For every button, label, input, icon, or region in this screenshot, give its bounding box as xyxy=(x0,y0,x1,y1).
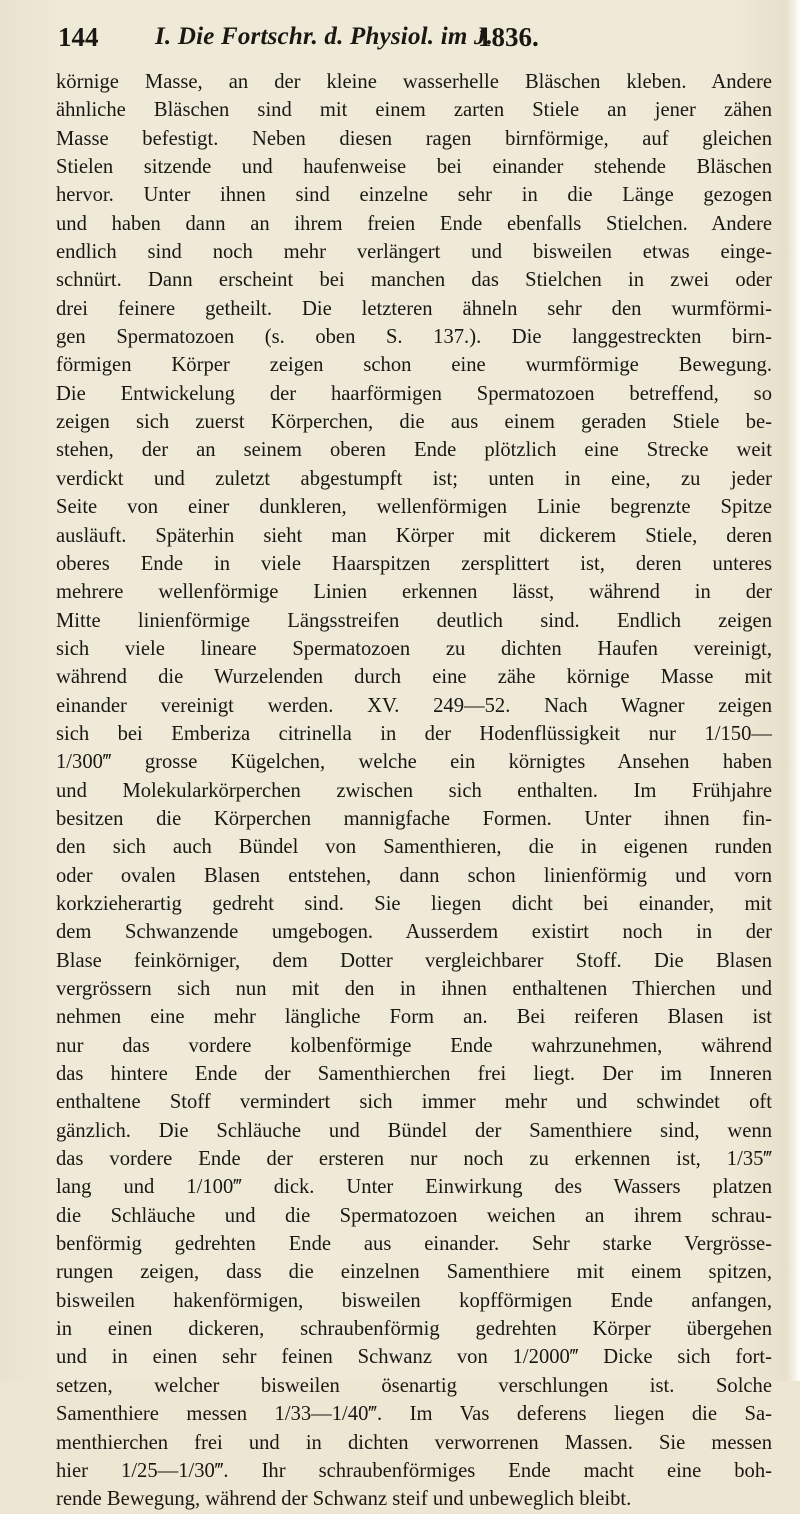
text-line: sich viele lineare Spermatozoen zu dichten Haufen vereinigt, xyxy=(56,637,772,660)
text-line: setzen, welcher bisweilen ösenartig verschlungen ist. Solche xyxy=(56,1374,772,1397)
text-line: Seite von einer dunkleren, wellenförmigen Linie begrenzte Spitze xyxy=(56,496,772,519)
text-line: das hintere Ende der Samenthierchen frei liegt. Der im Inneren xyxy=(56,1063,772,1086)
running-header xyxy=(58,22,708,56)
text-line: hervor. Unter ihnen sind einzelne sehr in die Länge gezogen xyxy=(56,184,772,207)
text-line: Samenthiere messen 1/33—1/40‴. Im Vas deferens liegen die Sa- xyxy=(56,1403,772,1426)
text-line: sich bei Emberiza citrinella in der Hodenflüssigkeit nur 1/150— xyxy=(56,722,772,745)
text-line: körnige Masse, an der kleine wasserhelle Bläschen kleben. Andere xyxy=(56,71,772,93)
running-title: I. Die Fortschr. d. Physiol. im J. xyxy=(155,23,494,50)
text-line: den sich auch Bündel von Samenthieren, die in eigenen runden xyxy=(56,836,772,859)
body-text xyxy=(56,68,772,1514)
text-line: Mitte linienförmige Längsstreifen deutlich sind. Endlich zeigen xyxy=(56,609,772,632)
text-line: stehen, der an seinem oberen Ende plötzlich eine Strecke weit xyxy=(56,439,772,462)
text-line: vergrössern sich nun mit den in ihnen enthaltenen Thierchen und xyxy=(56,978,772,1000)
text-line: nur das vordere kolbenförmige Ende wahrzunehmen, während xyxy=(56,1034,772,1057)
page-edge xyxy=(786,0,800,1381)
page-number: 144 xyxy=(58,22,99,52)
text-line: und in einen sehr feinen Schwanz von 1/2000‴ Dicke sich fort- xyxy=(56,1346,772,1369)
text-line: dem Schwanzende umgebogen. Ausserdem existirt noch in der xyxy=(56,921,772,944)
text-line: Blase feinkörniger, dem Dotter vergleichbarer Stoff. Die Blasen xyxy=(56,949,772,972)
text-line: hier 1/25—1/30‴. Ihr schraubenförmiges Ende macht eine boh- xyxy=(56,1459,772,1482)
text-line: förmigen Körper zeigen schon eine wurmförmige Bewegung. xyxy=(56,354,772,377)
text-line: rende Bewegung, während der Schwanz steif und unbeweglich bleibt. xyxy=(56,1488,632,1511)
text-line: ausläuft. Späterhin sieht man Körper mit dickerem Stiele, deren xyxy=(56,524,772,547)
text-line: in einen dickeren, schraubenförmig gedrehten Körper übergehen xyxy=(56,1318,772,1341)
text-line: 1/300‴ grosse Kügelchen, welche ein körnigtes Ansehen haben xyxy=(56,751,772,774)
text-line: endlich sind noch mehr verlängert und bisweilen etwas einge- xyxy=(56,241,772,264)
text-line: verdickt und zuletzt abgestumpft ist; unten in eine, zu jeder xyxy=(56,467,772,490)
text-line: ähnliche Bläschen sind mit einem zarten Stiele an jener zähen xyxy=(56,99,772,122)
text-line: gen Spermatozoen (s. oben S. 137.). Die langgestreckten birn- xyxy=(56,326,772,349)
text-line: bisweilen hakenförmigen, bisweilen kopfförmigen Ende anfangen, xyxy=(56,1289,772,1312)
text-line: und Molekularkörperchen zwischen sich enthalten. Im Frühjahre xyxy=(56,779,772,802)
text-line: Die Entwickelung der haarförmigen Spermatozoen betreffend, so xyxy=(56,382,772,405)
text-line: zeigen sich zuerst Körperchen, die aus einem geraden Stiele be- xyxy=(56,411,772,434)
text-line: Masse befestigt. Neben diesen ragen birnförmige, auf gleichen xyxy=(56,127,772,150)
text-line: benförmig gedrehten Ende aus einander. Sehr starke Vergrösse- xyxy=(56,1233,772,1256)
header-year: 1836. xyxy=(478,22,539,52)
text-line: nehmen eine mehr längliche Form an. Bei reiferen Blasen ist xyxy=(56,1006,772,1029)
text-line: enthaltene Stoff vermindert sich immer mehr und schwindet oft xyxy=(56,1091,772,1114)
text-line: Stielen sitzende und haufenweise bei einander stehende Bläschen xyxy=(56,156,772,179)
text-line: menthierchen frei und in dichten verworrenen Massen. Sie messen xyxy=(56,1431,772,1454)
text-line: besitzen die Körperchen mannigfache Formen. Unter ihnen fin- xyxy=(56,807,772,830)
text-line: und haben dann an ihrem freien Ende ebenfalls Stielchen. Andere xyxy=(56,212,772,235)
text-line: die Schläuche und die Spermatozoen weichen an ihrem schrau- xyxy=(56,1204,772,1227)
text-line: rungen zeigen, dass die einzelnen Samenthiere mit einem spitzen, xyxy=(56,1261,772,1284)
text-line: korkzieherartig gedreht sind. Sie liegen dicht bei einander, mit xyxy=(56,892,772,915)
text-line: oder ovalen Blasen entstehen, dann schon linienförmig und vorn xyxy=(56,864,772,887)
text-line: während die Wurzelenden durch eine zähe körnige Masse mit xyxy=(56,666,772,689)
text-line: einander vereinigt werden. XV. 249—52. Nach Wagner zeigen xyxy=(56,694,772,717)
text-line: lang und 1/100‴ dick. Unter Einwirkung des Wassers platzen xyxy=(56,1176,772,1199)
text-line: drei feinere getheilt. Die letzteren ähneln sehr den wurmförmi- xyxy=(56,297,772,320)
text-line: mehrere wellenförmige Linien erkennen lässt, während in der xyxy=(56,581,772,604)
text-line: schnürt. Dann erscheint bei manchen das Stielchen in zwei oder xyxy=(56,269,772,292)
text-line: gänzlich. Die Schläuche und Bündel der Samenthiere sind, wenn xyxy=(56,1119,772,1142)
text-line: oberes Ende in viele Haarspitzen zersplittert ist, deren unteres xyxy=(56,552,772,575)
text-line: das vordere Ende der ersteren nur noch zu erkennen ist, 1/35‴ xyxy=(56,1148,772,1171)
